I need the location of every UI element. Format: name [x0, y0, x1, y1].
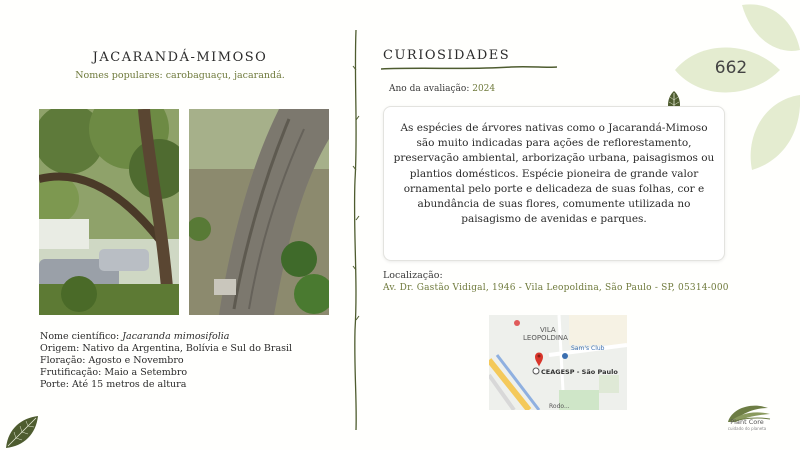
location-address[interactable]: Av. Dr. Gastão Vidigal, 1946 - Vila Leopoldina, São Paulo - SP, 05314-000 — [383, 283, 729, 293]
map-poi-store: Sam's Club — [571, 345, 605, 352]
map-district-line1: VILA — [540, 326, 556, 334]
description-card — [383, 106, 725, 261]
evaluation-year: Ano da avaliação: 2024 — [389, 84, 496, 94]
fact-scientific-name: Nome científico: Jacaranda mimosifolia — [40, 331, 230, 342]
popular-names: Nomes populares: carobaguaçu, jacarandá. — [75, 70, 285, 81]
fact-fruiting: Frutificação: Maio a Setembro — [40, 367, 188, 378]
corner-leaf-icon — [4, 414, 40, 450]
species-facts — [40, 331, 320, 391]
location-map[interactable] — [489, 315, 627, 410]
badge-number: 662 — [714, 58, 748, 78]
map-road-label: Rodo... — [549, 403, 570, 410]
fact-size: Porte: Até 15 metros de altura — [40, 379, 187, 390]
vertical-divider — [350, 30, 362, 430]
title-underline — [381, 64, 557, 72]
fact-flowering: Floração: Agosto e Novembro — [40, 355, 184, 366]
logo-name: Plant Core — [730, 418, 764, 426]
location-label: Localização: — [383, 270, 443, 281]
map-district-line2: LEOPOLDINA — [523, 334, 568, 342]
map-poi-main: CEAGESP - São Paulo — [541, 368, 618, 376]
description-text: As espécies de árvores nativas como o Jacarandá-Mimoso são muito indicadas para ações de reflorestamento, preservação ambiental, arborização urbana, paisagismos ou plantios domésticos. Espécie pioneira de grande valor ornamental pelo porte e delicadeza de suas folhas, cor e abundância de suas flores, comumente utilizada no paisagismo de avenidas e parques. — [393, 122, 715, 226]
section-title: CURIOSIDADES — [383, 48, 511, 63]
tree-trunk-photo — [189, 109, 329, 315]
tree-canopy-photo — [39, 109, 179, 315]
logo-tagline: cuidado do planeta — [727, 426, 767, 431]
species-title: JACARANDÁ-MIMOSO — [92, 50, 268, 65]
fact-origin: Origem: Nativo da Argentina, Bolívia e Sul do Brasil — [40, 343, 293, 354]
